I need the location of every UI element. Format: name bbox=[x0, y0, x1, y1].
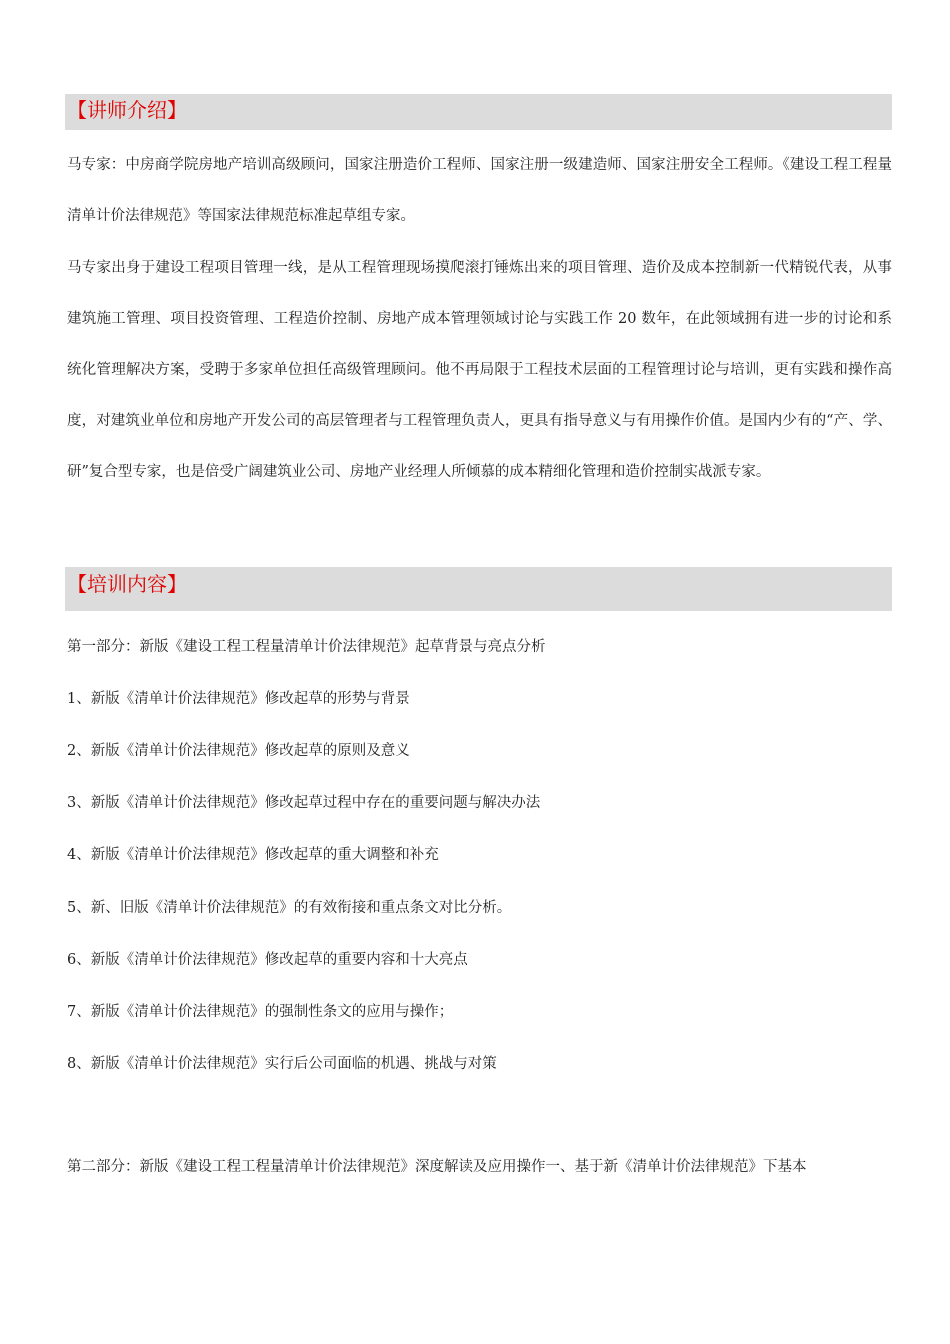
section-title-training: 【培训内容】 bbox=[67, 572, 187, 596]
lecturer-paragraph-2: 马专家出身于建设工程项目管理一线，是从工程管理现场摸爬滚打锤炼出来的项目管理、造价及成本控制新一代精锐代表，从事建筑施工管理、项目投资管理、工程造价控制、房地产成本管理领域讨论与实践工作 20 数年，在此领域拥有进一步的讨论和系统化管理解决方案，受聘于多家单位担任高级管理顾问。他不再局限于工程技术层面的工程管理讨论与培训，更有实践和操作高度，对建筑业单位和房地产开发公司的高层管理者与工程管理负责人，更具有指导意义与有用操作价值。是国内少有的“产、学、研”复合型专家，也是倍受广阔建筑业公司、房地产业经理人所倾慕的成本精细化管理和造价控制实战派专家。 bbox=[67, 260, 892, 480]
training-list-item: 8、新版《清单计价法律规范》实行后公司面临的机遇、挑战与对策 bbox=[67, 1056, 497, 1072]
training-list-item: 6、新版《清单计价法律规范》修改起草的重要内容和十大亮点 bbox=[67, 952, 468, 968]
section-title-lecturer: 【讲师介绍】 bbox=[67, 98, 187, 122]
training-part-2-heading: 第二部分：新版《建设工程工程量清单计价法律规范》深度解读及应用操作一、基于新《清单计价法律规范》下基本 bbox=[67, 1159, 807, 1175]
lecturer-paragraph-1: 马专家：中房商学院房地产培训高级顾问，国家注册造价工程师、国家注册一级建造师、国家注册安全工程师。《建设工程工程量清单计价法律规范》等国家法律规范标准起草组专家。 bbox=[67, 157, 892, 224]
training-list-item: 3、新版《清单计价法律规范》修改起草过程中存在的重要问题与解决办法 bbox=[67, 795, 541, 811]
training-list-item: 5、新、旧版《清单计价法律规范》的有效衔接和重点条文对比分析。 bbox=[67, 900, 512, 916]
section-header-lecturer bbox=[65, 94, 892, 130]
training-list-item: 1、新版《清单计价法律规范》修改起草的形势与背景 bbox=[67, 691, 410, 707]
section-header-training bbox=[65, 567, 892, 611]
training-list-item: 4、新版《清单计价法律规范》修改起草的重大调整和补充 bbox=[67, 847, 439, 863]
training-list-item: 2、新版《清单计价法律规范》修改起草的原则及意义 bbox=[67, 743, 410, 759]
training-part-1-heading: 第一部分：新版《建设工程工程量清单计价法律规范》起草背景与亮点分析 bbox=[67, 639, 546, 655]
training-list-item: 7、新版《清单计价法律规范》的强制性条文的应用与操作； bbox=[67, 1004, 454, 1020]
